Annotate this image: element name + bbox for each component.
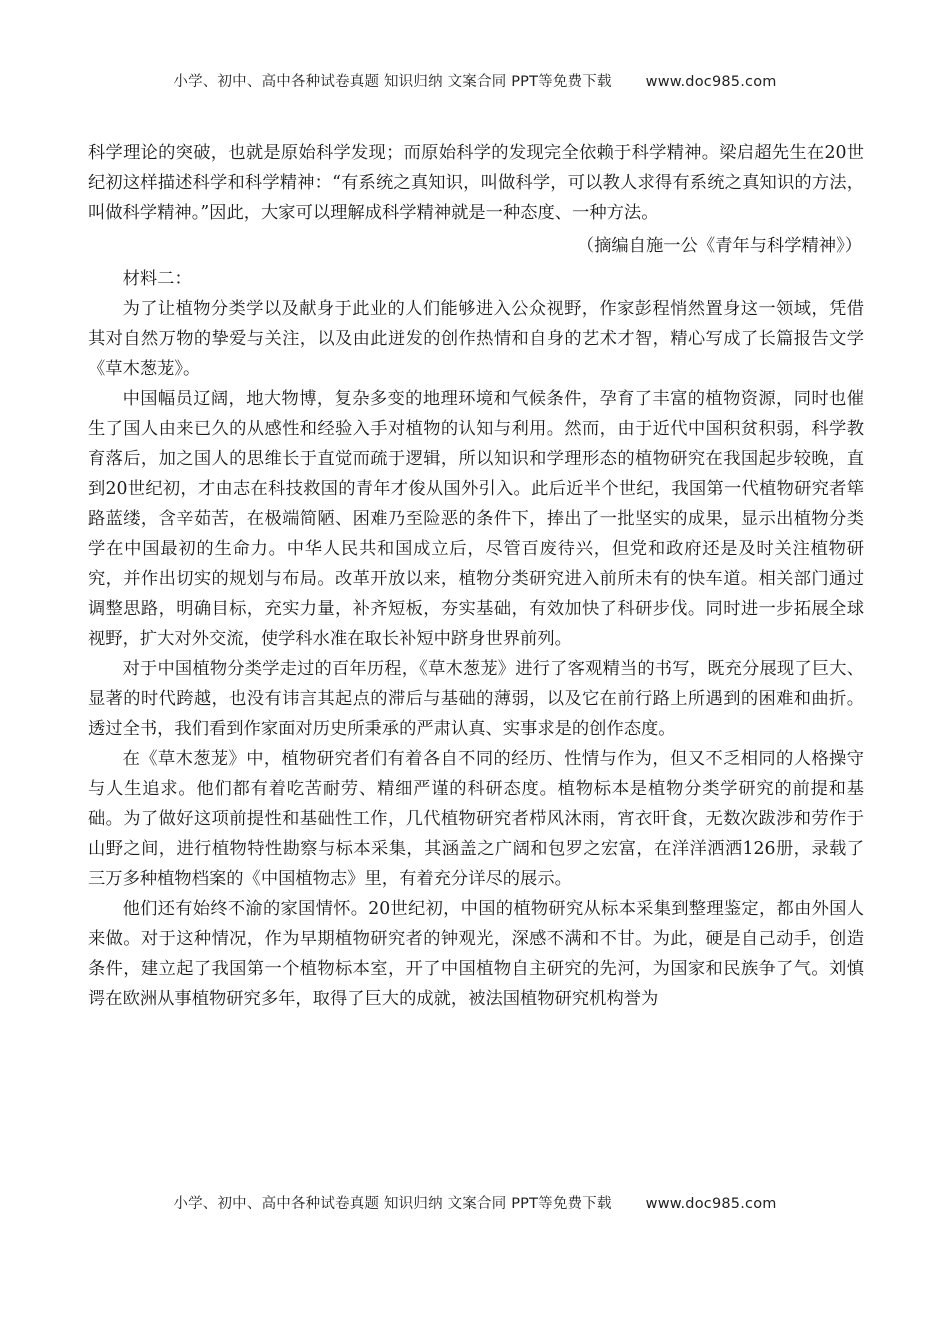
- paragraph-6: 他们还有始终不渝的家国情怀。20世纪初，中国的植物研究从标本采集到整理鉴定，都由外国人来做。对于这种情况，作为早期植物研究者的钟观光，深感不满和不甘。为此，硬是自己动手，创造条件，建立起了我国第一个植物标本室，开了中国植物自主研究的先河，为国家和民族争了气。刘慎谔在欧洲从事植物研究多年，取得了巨大的成就，被法国植物研究机构誉为: [88, 899, 864, 1009]
- footer-site-link[interactable]: www.doc985.com: [645, 1196, 777, 1212]
- material-two-label: 材料二：: [122, 269, 192, 289]
- page-footer: [0, 1192, 950, 1213]
- paragraph-5: 在《草木葱茏》中，植物研究者们有着各自不同的经历、性情与作为，但又不乏相同的人格操守与人生追求。他们都有着吃苦耐劳、精细严谨的科研态度。植物标本是植物分类学研究的前提和基础。为了做好这项前提性和基础性工作，几代植物研究者栉风沐雨，宵衣旰食，无数次跋涉和劳作于山野之间，进行植物特性勘察与标本采集，其涵盖之广阔和包罗之宏富，在洋洋洒洒126册，录载了三万多种植物档案的《中国植物志》里，有着充分详尽的展示。: [88, 749, 864, 889]
- footer-text: 小学、初中、高中各种试卷真题 知识归纳 文案合同 PPT等免费下载: [173, 1196, 612, 1212]
- page-header: [0, 70, 950, 91]
- document-body: [88, 138, 864, 1014]
- paragraph-2: 为了让植物分类学以及献身于此业的人们能够进入公众视野，作家彭程悄然置身这一领域，凭借其对自然万物的挚爱与关注，以及由此迸发的创作热情和自身的艺术才智，精心写成了长篇报告文学《草木葱茏》。: [88, 299, 864, 379]
- paragraph-1: 科学理论的突破，也就是原始科学发现；而原始科学的发现完全依赖于科学精神。梁启超先生在20世纪初这样描述科学和科学精神：“有系统之真知识，叫做科学，可以教人求得有系统之真知识的方法，叫做科学精神。”因此，大家可以理解成科学精神就是一种态度、一种方法。: [88, 143, 864, 223]
- paragraph-3: 中国幅员辽阔，地大物博，复杂多变的地理环境和气候条件，孕育了丰富的植物资源，同时也催生了国人由来已久的从感性和经验入手对植物的认知与利用。然而，由于近代中国积贫积弱，科学教育落后，加之国人的思维长于直觉而疏于逻辑，所以知识和学理形态的植物研究在我国起步较晚，直到20世纪初，才由志在科技救国的青年才俊从国外引入。此后近半个世纪，我国第一代植物研究者筚路蓝缕，含辛茹苦，在极端简陋、困难乃至险恶的条件下，捧出了一批坚实的成果，显示出植物分类学在中国最初的生命力。中华人民共和国成立后，尽管百废待兴，但党和政府还是及时关注植物研究，并作出切实的规划与布局。改革开放以来，植物分类研究进入前所未有的快车道。相关部门通过调整思路，明确目标，充实力量，补齐短板，夯实基础，有效加快了科研步伐。同时进一步拓展全球视野，扩大对外交流，使学科水准在取长补短中跻身世界前列。: [88, 389, 864, 649]
- header-site-link[interactable]: www.doc985.com: [645, 74, 777, 90]
- paragraph-4: 对于中国植物分类学走过的百年历程，《草木葱茏》进行了客观精当的书写，既充分展现了巨大、显著的时代跨越，也没有讳言其起点的滞后与基础的薄弱，以及它在前行路上所遇到的困难和曲折。透过全书，我们看到作家面对历史所秉承的严肃认真、实事求是的创作态度。: [88, 659, 864, 739]
- source-citation: （摘编自施一公《青年与科学精神》）: [576, 236, 862, 256]
- header-text: 小学、初中、高中各种试卷真题 知识归纳 文案合同 PPT等免费下载: [173, 74, 612, 90]
